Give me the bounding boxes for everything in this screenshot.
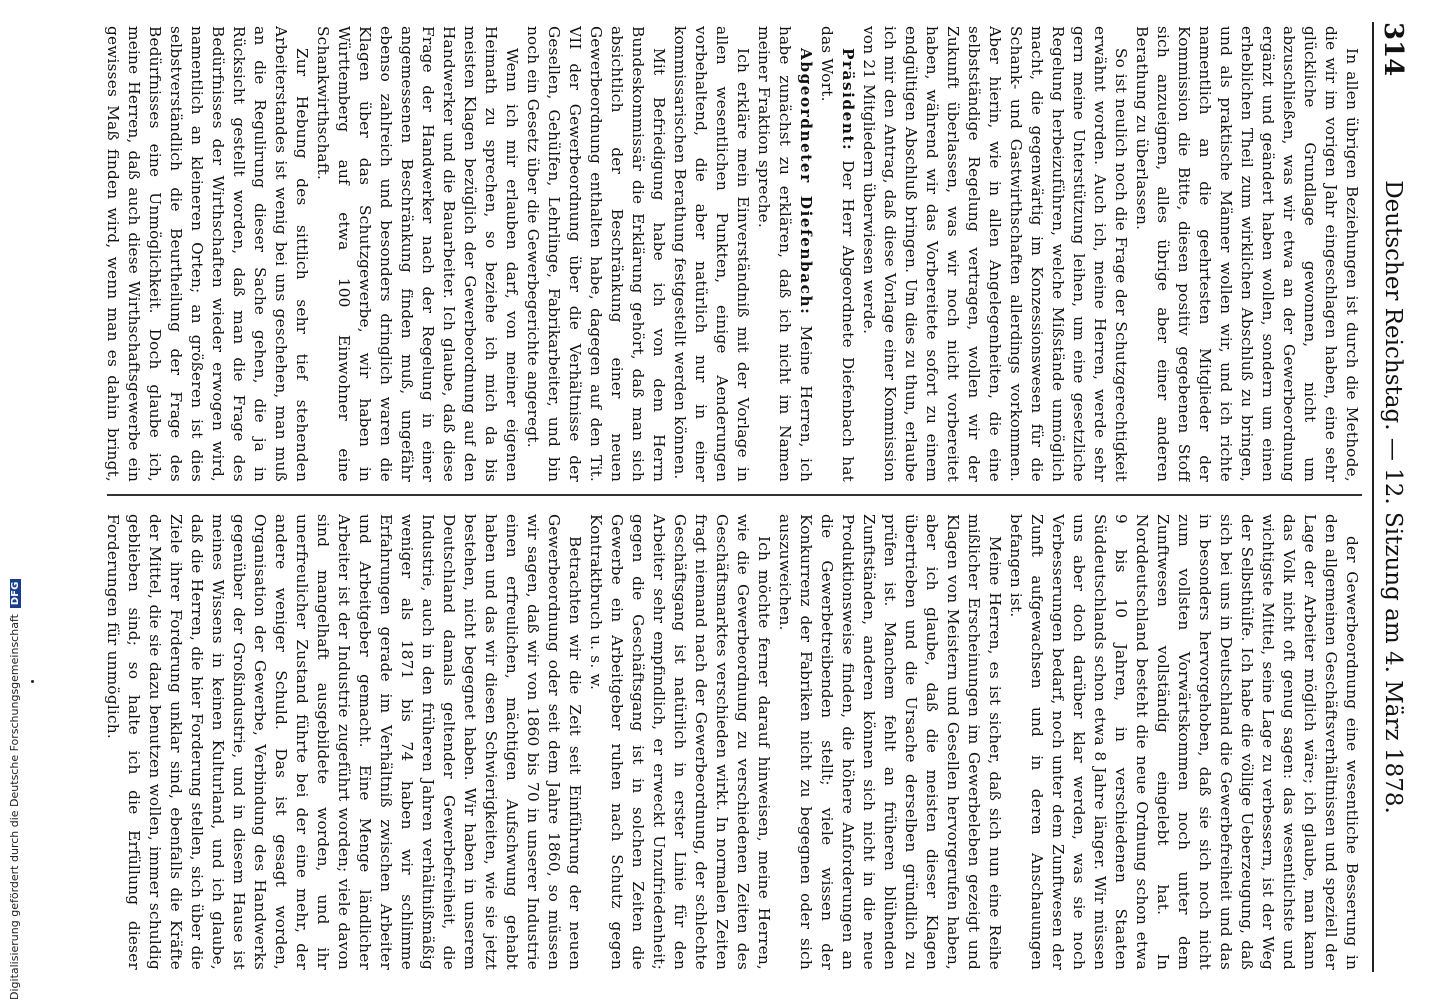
paragraph: Betrachten wir die Zeit seit Einführung der neuen Gewerbeordnung oder seit dem Jahre 1860, so müssen wir sagen, daß wir von 1860 bis 70 in unserer Industrie einen erfreulichen, mächtigen Aufschwung gehabt haben und das wir diesen Schwierigkeiten, wie sie jetzt bestehen, nicht begegnet haben. Wir haben in unserem Deutschland damals geltender Gewerbefreiheit, die Industrie, auch in den früheren Jahren verhältnißmäßig weniger als 1871 bis 74 haben wir schlimme Erfahrungen gerade im Verhältniß zwischen Arbeiter und Arbeitgeber gemacht. Eine Menge ländlicher Arbeiter ist der Industrie zugeführt worden; viele davon sind mangelhaft ausgebildete worden, und ihr unerfreulicher Zustand führte bei der eine mehr, der andere weniger Schuld. Das ist gesagt worden, Organisation der Gewerbe, Verbindung des Handwerks gegenüber der Großindustrie, und in diesem Hause ist meines Wissens in keinen Kulturland, und ich glaube, daß die Herren, die hier Forderung stellen, sich über die Ziele ihrer Forderung unklar sind, ebenfalls die Kräfte der Mittel, die sie dazu benutzen wollen, immer schuldig geblieben sind; so halte ich die Erfüllung dieser Forderungen für unmöglich. xyxy=(104,514,584,970)
paragraph: Ich möchte ferner darauf hinweisen, meine Herren, wie die Gewerbeordnung zu verschiedenen Zeiten des Geschäftsmarktes verschieden wirkt. In normalen Zeiten fragt niemand nach der Gewerbeordnung, der schlechte Geschäftsgang ist natürlich in erster Linie für den Arbeiter sehr empfindlich, er erweckt Unzufriedenheit; gegen die Geschäftsgang ist in solchen Zeiten die Gewerbe ein Arbeitgeber ruhen nach Schutz gegen Kontraktbruch u. s. w. xyxy=(587,514,773,970)
column-divider xyxy=(107,494,1362,496)
paragraph: So ist neulich noch die Frage der Schutzgerechtigkeit erwähnt worden. Auch ich, meine Herren, werde sehr gern meine Unterstützung leihen, um eine gesetzliche Regelung herbeizuführen, welche Mißstände unmöglich macht, die gegenwärtig im Konzessionswesen für die Schank- und Gastwirthschaften allerdings vorkommen. Aber hierin, wie in allen Angelegenheiten, die eine selbstständige Regelung vertragen, wollen wir der Zukunft überlassen, was wir noch nicht vorbereitet haben, während wir das Vorbereitete sofort zu einem endgültigen Abschluß bringen. Um dies zu thun, erlaube ich mir den Antrag, daß diese Vorlage einer Kommission von 21 Mitgliedern überwiesen werde. xyxy=(860,26,1130,482)
text-column-right xyxy=(102,514,1362,970)
digitization-credit-text: Digitalisierung gefördert durch die Deutsche Forschungsgemeinschaft xyxy=(8,614,21,1000)
speaker-paragraph xyxy=(816,26,858,482)
margin-mark xyxy=(31,680,34,683)
text-column-left xyxy=(102,26,1362,482)
digitization-credit xyxy=(8,0,21,1000)
paragraph: Ich erkläre mein Einverständniß mit der Vorlage in allen wesentlichen Punkten, einige Aenderungen vorbehaltend, die aber natürlich nur in einer kommissarischen Berathung festgestellt werden können. xyxy=(671,26,752,482)
paragraph: Zur Hebung des sittlich sehr tief stehenden Arbeiterstandes ist wenig bei uns geschehen, man muß an die Regulirung dieser Sache gehen, die ja in Rücksicht gestellt worden, daß man die Frage des Bedürfnisses der Wirthschaften wieder erwogen wird, namentlich an kleineren Orten; an größeren ist dies selbstverständlich die Beurtheilung der Frage des Bedürfnisses eine Unmöglichkeit. Doch glaube ich, meine Herren, daß auch diese Wirthschaftsgewerbe ein gewisses Maß finden wird, wenn man es dahin bringt, xyxy=(104,26,311,482)
dfg-logo: DFG xyxy=(10,579,21,608)
paragraph: Meine Herren, es ist sicher, daß sich nun eine Reihe mißlicher Erscheinungen im Gewerbeleben gezeigt und Klagen von Meistern und Gesellen hervorgerufen haben, aber ich glaube, daß die meisten dieser Klagen übertrieben und die Ursache derselben gründlich zu prüfen ist. Manchem fehlt an früheren blühenden Zunftständen, anderen können sich nicht in die neue Produktionsweise finden, die höhere Anforderungen an die Gewerbetreibenden stellt; viele wissen der Konkurrenz der Fabriken nicht zu begegnen oder sich auszuweichen. xyxy=(776,514,1004,970)
speech-text: Der Herr Abgeordnete Diefenbach hat das Wort. xyxy=(818,26,857,482)
paragraph: der Gewerbeordnung eine wesentliche Besserung in den allgemeinen Geschäftsverhältnissen und speziell der Lage der Arbeiter möglich wäre; ich glaube, man kann das Volk nicht oft genug sagen: das wesentlichste und wichtigste Mittel, seine Lage zu verbessern, ist der Weg der Selbsthülfe. Ich habe die völlige Ueberzeugung, daß sich bei uns in Deutschland die Gewerbefreiheit und das in besonders hervorgehoben, daß sie sich noch nicht zum vollsten Vorwärtskommen noch unter dem Zunftwesen vollständig eingelebt hat. In Norddeutschland besteht die neue Ordnung schon etwa 9 bis 10 Jahren, in verschiedenen Staaten Süddeutschlands schon etwa 8 Jahre länger. Wir müssen uns aber doch darüber klar werden, was sie noch Verbesserungen bedarf, noch unter dem Zunftwesen der Zunft aufgewachsen und in deren Anschauungen befangen ist. xyxy=(1007,514,1361,970)
speaker-name: Abgeordneter Diefenbach: xyxy=(797,48,815,316)
paragraph: Mit Befriedigung habe ich von dem Herrn Bundeskommissär die Erklärung gehört, daß man sich absichtlich der Beschränkung einer neuen Gewerbeordnung enthalten habe, dagegen auf den Tit. VII der Gewerbeordnung über die Verhältnisse der Gesellen, Gehülfen, Lehrlinge, Fabrikarbeiter, und bin noch ein Gesetz über die Gewerbegerichte angeregt. xyxy=(524,26,668,482)
paragraph: Wenn ich mir erlauben darf, von meiner eigenen Heimath zu sprechen, so beziehe ich mich da bis meisten Klagen bezüglich der Gewerbeordnung auf den Handwerker und die Bauarbeiter. Ich glaube, daß diese Frage der Handwerker nach der Regelung in einer angemessenen Beschränkung finden muß, ungefähr ebenso zahlreich und besonders dringlich waren die Klagen über das Schutzgewerbe, wir haben in Württemberg auf etwa 100 Einwohner eine Schankwirthschaft. xyxy=(314,26,521,482)
speaker-paragraph xyxy=(753,26,816,482)
speaker-name: Präsident: xyxy=(839,48,857,152)
speech-text: Meine Herren, ich habe zunächst zu erklären, daß ich nicht im Namen meiner Fraktion spreche. xyxy=(755,26,815,482)
page-header xyxy=(1372,22,1414,972)
page-number: 314 xyxy=(1378,22,1408,77)
paragraph: In allen übrigen Beziehungen ist durch die Methode, die wir im vorigen Jahr eingeschlagen haben, eine sehr glückliche Grundlage gewonnen, nicht um abzuschließen, was wir etwa an der Gewerbeordnung ergänzt und geändert haben wollen, sondern um einen erheblichen Theil zum wirklichen Abschluß zu bringen, und als praktische Männer wollen wir, und ich richte namentlich an die geehrtesten Mitglieder der Kommission die Bitte, diesen positiv gegebenen Stoff sich anzueignen, alles übrige aber einer anderen Berathung zu überlassen. xyxy=(1133,26,1361,482)
scanned-page xyxy=(90,0,1420,1000)
running-title: Deutscher Reichstag. — 12. Sitzung am 4. März 1878. xyxy=(1380,180,1406,814)
